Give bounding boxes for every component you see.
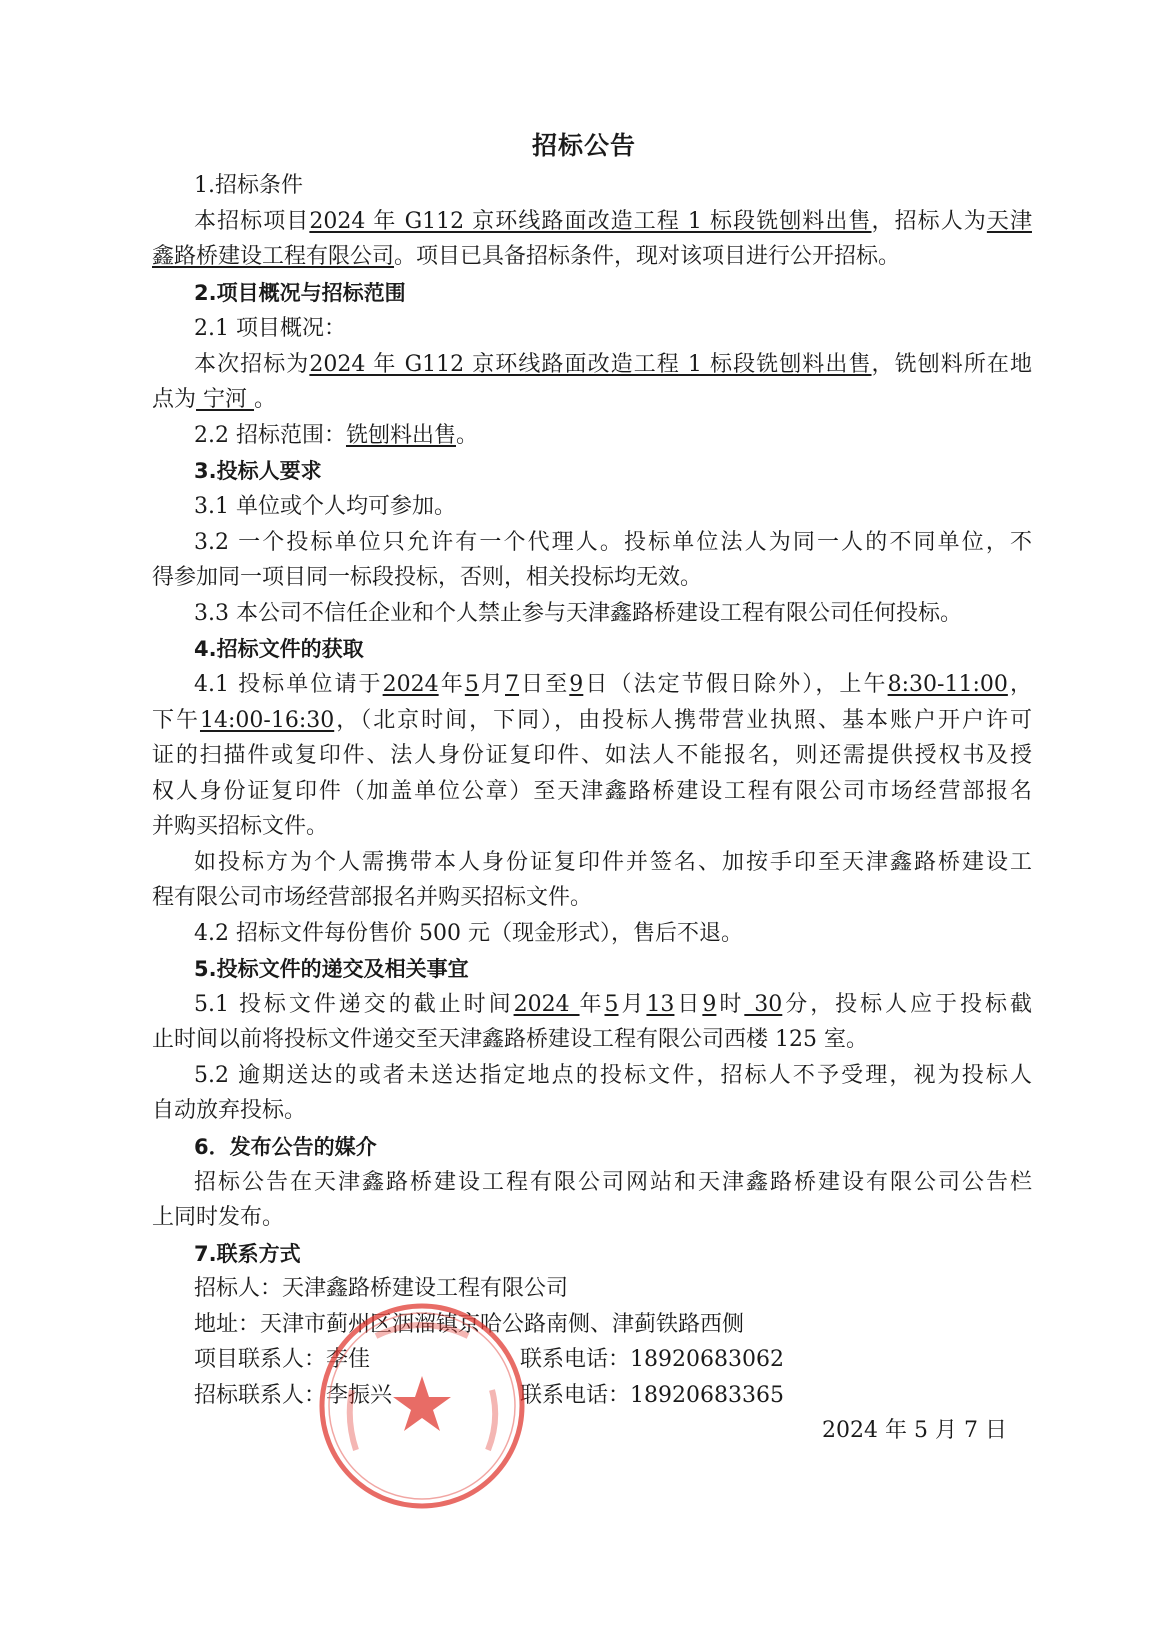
text: 日至	[519, 672, 570, 697]
location: 宁河	[196, 387, 255, 412]
text: ，铣刨料所在地	[871, 352, 1032, 377]
company-name: 天津	[986, 209, 1032, 234]
section-2-line-2	[152, 385, 1032, 415]
project-name: 2024 年 G112 京环线路面改造工程 1 标段铣刨料出售	[309, 209, 872, 234]
section-4-p2-line-2: 程有限公司市场经营部报名并购买招标文件。	[152, 885, 593, 910]
section-4-line-2	[152, 706, 1032, 736]
section-6-line-1	[152, 1168, 1032, 1198]
month: 5	[464, 672, 479, 697]
section-4-p2-line-1	[152, 848, 1032, 878]
tender-contact: 招标联系人：李振兴	[194, 1383, 393, 1408]
text: ，	[1007, 672, 1032, 697]
section-5-p2-line-2: 自动放弃投标。	[152, 1098, 307, 1123]
section-1-line-2	[152, 242, 1032, 272]
text: 证的扫描件或复印件、法人身份证复印件、如法人不能报名，则还需提供授权书及授	[152, 743, 1032, 768]
year: 2024	[382, 672, 439, 697]
section-4-line-5: 并购买招标文件。	[152, 814, 329, 839]
section-4-line-3	[152, 741, 1032, 771]
text: 年	[579, 992, 605, 1017]
section-3-p3: 3.3 本公司不信任企业和个人禁止参与天津鑫路桥建设工程有限公司任何投标。	[194, 601, 962, 626]
seal-text-mark	[350, 1390, 356, 1450]
text: 年	[438, 672, 465, 697]
text: 5.2 逾期送达的或者未送达指定地点的投标文件，招标人不予受理，视为投标人	[194, 1063, 1032, 1088]
seal-text-mark	[376, 1325, 468, 1336]
project-name: 2024 年 G112 京环线路面改造工程 1 标段铣刨料出售	[309, 352, 872, 377]
text: 。项目已具备招标条件，现对该项目进行公开招标。	[394, 244, 901, 269]
section-3-p2-line-2: 得参加同一项目同一标段投标，否则，相关投标均无效。	[152, 565, 703, 590]
section-4-line-1	[152, 670, 1032, 700]
text: 日（法定节假日除外），上午	[583, 672, 888, 697]
text: 本次招标为	[194, 352, 310, 377]
section-2-scope	[194, 421, 478, 451]
section-2-line-1	[152, 350, 1032, 380]
text: 本招标项目	[194, 209, 310, 234]
afternoon-hours: 14:00-16:30	[199, 708, 335, 733]
tender-contact-phone: 联系电话：18920683365	[520, 1383, 784, 1408]
day-end: 9	[569, 672, 584, 697]
issue-date: 2024 年 5 月 7 日	[822, 1418, 1007, 1443]
deadline-day: 13	[646, 992, 675, 1017]
text: 2.2 招标范围：	[194, 423, 346, 448]
text: 月	[618, 992, 647, 1017]
section-2-heading: 2.项目概况与招标范围	[194, 281, 406, 305]
text: 下午	[152, 708, 200, 733]
address: 地址：天津市蓟州区洇溜镇京哈公路南侧、津蓟铁路西侧	[194, 1312, 745, 1337]
text: 时	[716, 992, 745, 1017]
morning-hours: 8:30-11:00	[887, 672, 1008, 697]
text: 权人身份证复印件（加盖单位公章）至天津鑫路桥建设工程有限公司市场经营部报名	[152, 779, 1032, 804]
text: ，招标人为	[871, 209, 987, 234]
text: 点为	[152, 387, 197, 412]
seal-star-icon	[393, 1376, 451, 1431]
deadline-minute: 30	[744, 992, 783, 1017]
section-5-p2-line-1	[152, 1061, 1032, 1091]
text: 日	[674, 992, 703, 1017]
section-5-line-2: 止时间以前将投标文件递交至天津鑫路桥建设工程有限公司西楼 125 室。	[152, 1027, 868, 1052]
text: 。	[456, 423, 479, 448]
scope: 铣刨料出售	[345, 423, 456, 448]
section-1-line-1	[152, 207, 1032, 237]
deadline-month: 5	[604, 992, 619, 1017]
section-4-heading: 4.招标文件的获取	[194, 637, 364, 661]
text: 分，投标人应于投标截	[782, 992, 1032, 1017]
section-4-p3: 4.2 招标文件每份售价 500 元（现金形式），售后不退。	[194, 921, 743, 946]
tenderer: 招标人：天津鑫路桥建设工程有限公司	[194, 1276, 569, 1301]
deadline-hour: 9	[702, 992, 717, 1017]
text: ，（北京时间，下同），由投标人携带营业执照、基本账户开户许可	[334, 708, 1032, 733]
section-3-p2-line-1	[152, 528, 1032, 558]
section-6-heading: 6．发布公告的媒介	[194, 1135, 377, 1159]
section-2-sub1: 2.1 项目概况：	[194, 316, 346, 341]
section-4-line-4	[152, 777, 1032, 807]
text: 月	[478, 672, 506, 697]
text: 4.1 投标单位请于	[194, 672, 383, 697]
seal-text-mark	[488, 1390, 495, 1450]
section-6-line-2: 上同时发布。	[152, 1205, 285, 1230]
section-1-heading: 1.招标条件	[194, 173, 303, 198]
text: 。	[254, 387, 277, 412]
company-seal	[316, 1300, 528, 1512]
company-name: 鑫路桥建设工程有限公司	[152, 244, 395, 269]
section-3-p1: 3.1 单位或个人均可参加。	[194, 494, 456, 519]
text: 5.1 投标文件递交的截止时间	[194, 992, 514, 1017]
section-7-heading: 7.联系方式	[194, 1242, 301, 1266]
section-3-heading: 3.投标人要求	[194, 459, 322, 483]
text: 如投标方为个人需携带本人身份证复印件并签名、加按手印至天津鑫路桥建设工	[194, 850, 1032, 875]
deadline-year: 2024	[513, 992, 580, 1017]
page-title: 招标公告	[531, 131, 636, 160]
text: 招标公告在天津鑫路桥建设工程有限公司网站和天津鑫路桥建设有限公司公告栏	[194, 1170, 1032, 1195]
text: 3.2 一个投标单位只允许有一个代理人。投标单位法人为同一人的不同单位，不	[194, 530, 1032, 555]
project-contact: 项目联系人：李佳	[194, 1347, 371, 1372]
section-5-line-1	[152, 990, 1032, 1020]
section-5-heading: 5.投标文件的递交及相关事宜	[194, 957, 469, 981]
day-start: 7	[505, 672, 520, 697]
project-contact-phone: 联系电话：18920683062	[520, 1347, 784, 1372]
